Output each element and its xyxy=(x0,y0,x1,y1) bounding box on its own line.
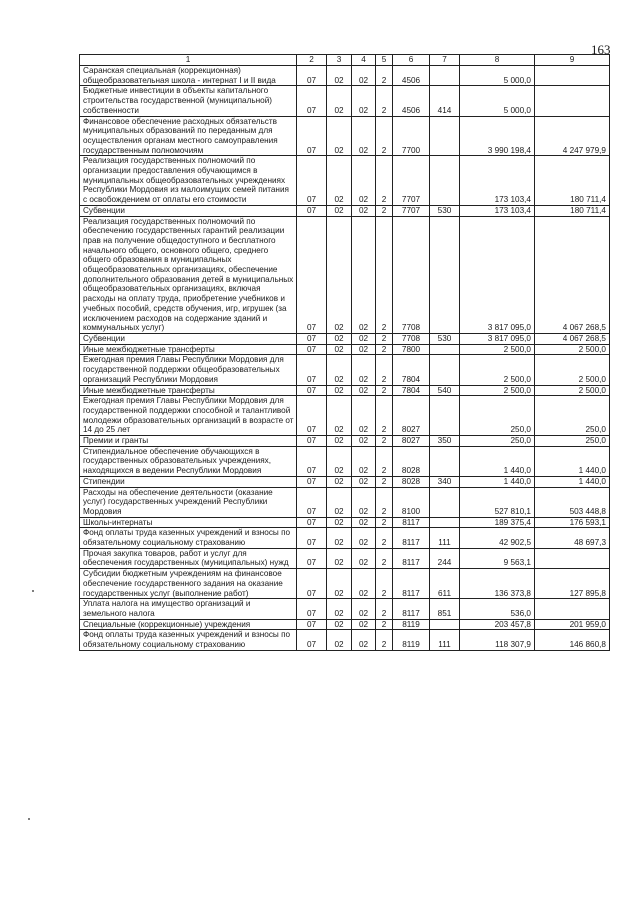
code-target-cell: 8117 xyxy=(393,528,430,548)
code-program-cell: 02 xyxy=(352,476,376,487)
table-row xyxy=(80,116,610,156)
code-target-cell: 7804 xyxy=(393,355,430,385)
code-subsection-cell: 02 xyxy=(327,355,352,385)
code-program-cell: 02 xyxy=(352,436,376,447)
table-row xyxy=(80,619,610,630)
code-target-cell: 4506 xyxy=(393,86,430,116)
code-section-cell: 07 xyxy=(297,487,327,517)
code-target-cell: 8117 xyxy=(393,517,430,528)
amount-year-2-cell: 250,0 xyxy=(535,396,610,436)
code-subprogram-cell: 2 xyxy=(376,66,393,86)
code-section-cell: 07 xyxy=(297,476,327,487)
amount-year-1-cell: 250,0 xyxy=(460,396,535,436)
header-cell: 1 xyxy=(80,55,297,66)
table-row xyxy=(80,630,610,650)
code-program-cell: 02 xyxy=(352,86,376,116)
code-subsection-cell: 02 xyxy=(327,487,352,517)
code-subprogram-cell: 2 xyxy=(376,385,393,396)
code-expense-type-cell: 111 xyxy=(430,528,460,548)
amount-year-2-cell: 2 500,0 xyxy=(535,344,610,355)
table-row xyxy=(80,205,610,216)
code-section-cell: 07 xyxy=(297,396,327,436)
code-target-cell: 8117 xyxy=(393,569,430,599)
code-expense-type-cell xyxy=(430,517,460,528)
code-target-cell: 4506 xyxy=(393,66,430,86)
table-row xyxy=(80,344,610,355)
code-program-cell: 02 xyxy=(352,548,376,568)
code-subsection-cell: 02 xyxy=(327,548,352,568)
table-row xyxy=(80,86,610,116)
amount-year-2-cell: 2 500,0 xyxy=(535,385,610,396)
code-expense-type-cell: 111 xyxy=(430,630,460,650)
code-subsection-cell: 02 xyxy=(327,66,352,86)
expense-item-name: Школы-интернаты xyxy=(80,517,297,528)
expense-item-name: Иные межбюджетные трансферты xyxy=(80,385,297,396)
expense-item-name: Реализация государственных полномочий по организации предоставления обучающимся в муниципальных общеобразовательных учреждениях Республики Мордовия из малоимущих семей питания с освобождением от оплаты его стоимости xyxy=(80,156,297,206)
code-section-cell: 07 xyxy=(297,436,327,447)
amount-year-1-cell: 118 307,9 xyxy=(460,630,535,650)
code-program-cell: 02 xyxy=(352,630,376,650)
table-row xyxy=(80,487,610,517)
code-expense-type-cell: 611 xyxy=(430,569,460,599)
amount-year-2-cell: 4 067 268,5 xyxy=(535,333,610,344)
code-target-cell: 7800 xyxy=(393,344,430,355)
code-expense-type-cell: 540 xyxy=(430,385,460,396)
amount-year-2-cell: 176 593,1 xyxy=(535,517,610,528)
table-row xyxy=(80,528,610,548)
code-section-cell: 07 xyxy=(297,630,327,650)
expense-item-name: Стипендии xyxy=(80,476,297,487)
code-section-cell: 07 xyxy=(297,528,327,548)
expense-item-name: Прочая закупка товаров, работ и услуг для обеспечения государственных (муниципальных) нужд xyxy=(80,548,297,568)
expense-item-name: Реализация государственных полномочий по обеспечению государственных гарантий реализации прав на получение общедоступного и бесплатного начального общего, основного общего, среднего общего образования в муниципальных общеобразовательных организациях, обеспечение дополнительного образования детей в муниципальных общеобразовательных организациях, включая расходы на оплату труда, приобретение учебников и учебных пособий, средств обучения, игр, игрушек (за исключением расходов на содержание зданий и коммунальных услуг) xyxy=(80,216,297,333)
code-subprogram-cell: 2 xyxy=(376,156,393,206)
code-section-cell: 07 xyxy=(297,86,327,116)
code-subsection-cell: 02 xyxy=(327,569,352,599)
code-target-cell: 8117 xyxy=(393,599,430,619)
header-cell: 6 xyxy=(393,55,430,66)
amount-year-1-cell: 527 810,1 xyxy=(460,487,535,517)
code-section-cell: 07 xyxy=(297,205,327,216)
amount-year-1-cell: 1 440,0 xyxy=(460,476,535,487)
amount-year-2-cell xyxy=(535,599,610,619)
amount-year-2-cell: 4 067 268,5 xyxy=(535,216,610,333)
code-target-cell: 8119 xyxy=(393,630,430,650)
code-subprogram-cell: 2 xyxy=(376,569,393,599)
amount-year-2-cell xyxy=(535,86,610,116)
amount-year-2-cell: 180 711,4 xyxy=(535,156,610,206)
table-row xyxy=(80,216,610,333)
code-program-cell: 02 xyxy=(352,205,376,216)
code-subsection-cell: 02 xyxy=(327,630,352,650)
code-expense-type-cell xyxy=(430,216,460,333)
code-subprogram-cell: 2 xyxy=(376,205,393,216)
header-cell: 3 xyxy=(327,55,352,66)
code-subprogram-cell: 2 xyxy=(376,86,393,116)
code-target-cell: 8027 xyxy=(393,436,430,447)
expense-item-name: Расходы на обеспечение деятельности (оказание услуг) государственных учреждений Республики Мордовия xyxy=(80,487,297,517)
code-program-cell: 02 xyxy=(352,344,376,355)
code-subprogram-cell: 2 xyxy=(376,619,393,630)
code-expense-type-cell: 340 xyxy=(430,476,460,487)
amount-year-2-cell: 2 500,0 xyxy=(535,355,610,385)
code-target-cell: 7707 xyxy=(393,156,430,206)
amount-year-1-cell: 5 000,0 xyxy=(460,66,535,86)
code-subsection-cell: 02 xyxy=(327,446,352,476)
code-subsection-cell: 02 xyxy=(327,599,352,619)
code-section-cell: 07 xyxy=(297,344,327,355)
amount-year-1-cell: 250,0 xyxy=(460,436,535,447)
code-subsection-cell: 02 xyxy=(327,528,352,548)
table-row xyxy=(80,476,610,487)
amount-year-1-cell: 173 103,4 xyxy=(460,156,535,206)
code-section-cell: 07 xyxy=(297,355,327,385)
code-subprogram-cell: 2 xyxy=(376,487,393,517)
code-expense-type-cell: 851 xyxy=(430,599,460,619)
code-target-cell: 7804 xyxy=(393,385,430,396)
code-subsection-cell: 02 xyxy=(327,517,352,528)
code-section-cell: 07 xyxy=(297,156,327,206)
code-section-cell: 07 xyxy=(297,66,327,86)
table-row xyxy=(80,569,610,599)
header-cell: 2 xyxy=(297,55,327,66)
expense-item-name: Субвенции xyxy=(80,205,297,216)
table-row xyxy=(80,446,610,476)
header-cell: 9 xyxy=(535,55,610,66)
amount-year-1-cell: 173 103,4 xyxy=(460,205,535,216)
code-target-cell: 8100 xyxy=(393,487,430,517)
code-expense-type-cell xyxy=(430,355,460,385)
code-expense-type-cell xyxy=(430,487,460,517)
code-subsection-cell: 02 xyxy=(327,385,352,396)
amount-year-2-cell: 201 959,0 xyxy=(535,619,610,630)
code-subprogram-cell: 2 xyxy=(376,528,393,548)
scan-speck xyxy=(28,818,30,820)
code-target-cell: 8027 xyxy=(393,396,430,436)
code-expense-type-cell xyxy=(430,344,460,355)
code-expense-type-cell xyxy=(430,156,460,206)
code-target-cell: 8028 xyxy=(393,446,430,476)
table-row xyxy=(80,436,610,447)
amount-year-2-cell: 146 860,8 xyxy=(535,630,610,650)
table-row xyxy=(80,385,610,396)
amount-year-1-cell: 3 817 095,0 xyxy=(460,333,535,344)
table-row xyxy=(80,517,610,528)
code-subsection-cell: 02 xyxy=(327,436,352,447)
code-program-cell: 02 xyxy=(352,66,376,86)
page-number: 163 xyxy=(591,42,611,57)
expense-item-name: Фонд оплаты труда казенных учреждений и взносы по обязательному социальному страхованию xyxy=(80,528,297,548)
code-target-cell: 7708 xyxy=(393,333,430,344)
code-section-cell: 07 xyxy=(297,333,327,344)
expense-item-name: Иные межбюджетные трансферты xyxy=(80,344,297,355)
expense-item-name: Ежегодная премия Главы Республики Мордовия для государственной поддержки общеобразовательных организаций Республики Мордовия xyxy=(80,355,297,385)
code-program-cell: 02 xyxy=(352,355,376,385)
table-row xyxy=(80,66,610,86)
header-cell: 7 xyxy=(430,55,460,66)
amount-year-1-cell: 136 373,8 xyxy=(460,569,535,599)
code-program-cell: 02 xyxy=(352,487,376,517)
code-expense-type-cell xyxy=(430,446,460,476)
code-program-cell: 02 xyxy=(352,599,376,619)
code-expense-type-cell xyxy=(430,66,460,86)
code-subsection-cell: 02 xyxy=(327,619,352,630)
code-program-cell: 02 xyxy=(352,396,376,436)
amount-year-1-cell: 42 902,5 xyxy=(460,528,535,548)
code-program-cell: 02 xyxy=(352,619,376,630)
code-subsection-cell: 02 xyxy=(327,333,352,344)
amount-year-2-cell: 1 440,0 xyxy=(535,476,610,487)
code-section-cell: 07 xyxy=(297,599,327,619)
table-row xyxy=(80,548,610,568)
code-expense-type-cell: 350 xyxy=(430,436,460,447)
code-subprogram-cell: 2 xyxy=(376,436,393,447)
code-subsection-cell: 02 xyxy=(327,344,352,355)
code-expense-type-cell xyxy=(430,116,460,156)
code-subsection-cell: 02 xyxy=(327,156,352,206)
expense-item-name: Субвенции xyxy=(80,333,297,344)
expense-item-name: Финансовое обеспечение расходных обязательств муниципальных образований по переданным для осуществления органам местного самоуправления государственным полномочиям xyxy=(80,116,297,156)
code-subprogram-cell: 2 xyxy=(376,599,393,619)
amount-year-1-cell: 3 990 198,4 xyxy=(460,116,535,156)
code-program-cell: 02 xyxy=(352,156,376,206)
code-expense-type-cell: 530 xyxy=(430,205,460,216)
amount-year-1-cell: 5 000,0 xyxy=(460,86,535,116)
table-row xyxy=(80,355,610,385)
amount-year-1-cell: 9 563,1 xyxy=(460,548,535,568)
code-program-cell: 02 xyxy=(352,569,376,599)
amount-year-1-cell: 2 500,0 xyxy=(460,355,535,385)
amount-year-2-cell: 127 895,8 xyxy=(535,569,610,599)
amount-year-2-cell: 503 448,8 xyxy=(535,487,610,517)
scan-speck xyxy=(32,590,34,592)
code-subprogram-cell: 2 xyxy=(376,548,393,568)
code-program-cell: 02 xyxy=(352,116,376,156)
code-subprogram-cell: 2 xyxy=(376,116,393,156)
code-target-cell: 8119 xyxy=(393,619,430,630)
code-target-cell: 8117 xyxy=(393,548,430,568)
code-program-cell: 02 xyxy=(352,446,376,476)
expense-item-name: Специальные (коррекционные) учреждения xyxy=(80,619,297,630)
code-subprogram-cell: 2 xyxy=(376,476,393,487)
expense-item-name: Субсидии бюджетным учреждениям на финансовое обеспечение государственного задания на оказание государственных услуг (выполнение работ) xyxy=(80,569,297,599)
code-target-cell: 7700 xyxy=(393,116,430,156)
expense-item-name: Бюджетные инвестиции в объекты капитального строительства государственной (муниципальной) собственности xyxy=(80,86,297,116)
code-section-cell: 07 xyxy=(297,446,327,476)
amount-year-1-cell: 2 500,0 xyxy=(460,344,535,355)
code-subsection-cell: 02 xyxy=(327,205,352,216)
table-row xyxy=(80,396,610,436)
code-program-cell: 02 xyxy=(352,517,376,528)
amount-year-2-cell xyxy=(535,548,610,568)
amount-year-2-cell: 1 440,0 xyxy=(535,446,610,476)
code-program-cell: 02 xyxy=(352,528,376,548)
amount-year-1-cell: 2 500,0 xyxy=(460,385,535,396)
amount-year-2-cell: 180 711,4 xyxy=(535,205,610,216)
amount-year-1-cell: 3 817 095,0 xyxy=(460,216,535,333)
code-subprogram-cell: 2 xyxy=(376,630,393,650)
code-section-cell: 07 xyxy=(297,216,327,333)
code-program-cell: 02 xyxy=(352,385,376,396)
header-cell: 4 xyxy=(352,55,376,66)
amount-year-2-cell xyxy=(535,66,610,86)
code-expense-type-cell: 414 xyxy=(430,86,460,116)
amount-year-1-cell: 536,0 xyxy=(460,599,535,619)
code-section-cell: 07 xyxy=(297,619,327,630)
code-expense-type-cell xyxy=(430,396,460,436)
code-target-cell: 8028 xyxy=(393,476,430,487)
amount-year-2-cell: 4 247 979,9 xyxy=(535,116,610,156)
table-row xyxy=(80,333,610,344)
code-subsection-cell: 02 xyxy=(327,116,352,156)
budget-table xyxy=(79,54,610,651)
amount-year-2-cell: 48 697,3 xyxy=(535,528,610,548)
code-section-cell: 07 xyxy=(297,116,327,156)
code-subprogram-cell: 2 xyxy=(376,396,393,436)
code-subprogram-cell: 2 xyxy=(376,333,393,344)
amount-year-1-cell: 1 440,0 xyxy=(460,446,535,476)
code-section-cell: 07 xyxy=(297,548,327,568)
expense-item-name: Ежегодная премия Главы Республики Мордовия для государственной поддержки способной и талантливой молодежи образовательных организаций в возрасте от 14 до 25 лет xyxy=(80,396,297,436)
code-subprogram-cell: 2 xyxy=(376,517,393,528)
table-row xyxy=(80,156,610,206)
code-program-cell: 02 xyxy=(352,333,376,344)
expense-item-name: Фонд оплаты труда казенных учреждений и взносы по обязательному социальному страхованию xyxy=(80,630,297,650)
code-expense-type-cell: 244 xyxy=(430,548,460,568)
expense-item-name: Саранская специальная (коррекционная) общеобразовательная школа - интернат I и II вида xyxy=(80,66,297,86)
expense-item-name: Премии и гранты xyxy=(80,436,297,447)
code-expense-type-cell: 530 xyxy=(430,333,460,344)
code-expense-type-cell xyxy=(430,619,460,630)
code-section-cell: 07 xyxy=(297,569,327,599)
header-cell: 8 xyxy=(460,55,535,66)
code-target-cell: 7708 xyxy=(393,216,430,333)
table-row xyxy=(80,599,610,619)
code-subsection-cell: 02 xyxy=(327,396,352,436)
code-section-cell: 07 xyxy=(297,517,327,528)
header-row xyxy=(80,55,610,66)
amount-year-2-cell: 250,0 xyxy=(535,436,610,447)
expense-item-name: Стипендиальное обеспечение обучающихся в государственных образовательных учреждениях, находящихся в ведении Республики Мордовия xyxy=(80,446,297,476)
code-target-cell: 7707 xyxy=(393,205,430,216)
amount-year-1-cell: 203 457,8 xyxy=(460,619,535,630)
amount-year-1-cell: 189 375,4 xyxy=(460,517,535,528)
code-section-cell: 07 xyxy=(297,385,327,396)
code-subsection-cell: 02 xyxy=(327,216,352,333)
header-cell: 5 xyxy=(376,55,393,66)
code-subprogram-cell: 2 xyxy=(376,446,393,476)
code-subprogram-cell: 2 xyxy=(376,355,393,385)
code-subsection-cell: 02 xyxy=(327,476,352,487)
code-subprogram-cell: 2 xyxy=(376,344,393,355)
expense-item-name: Уплата налога на имущество организаций и земельного налога xyxy=(80,599,297,619)
code-program-cell: 02 xyxy=(352,216,376,333)
code-subsection-cell: 02 xyxy=(327,86,352,116)
code-subprogram-cell: 2 xyxy=(376,216,393,333)
